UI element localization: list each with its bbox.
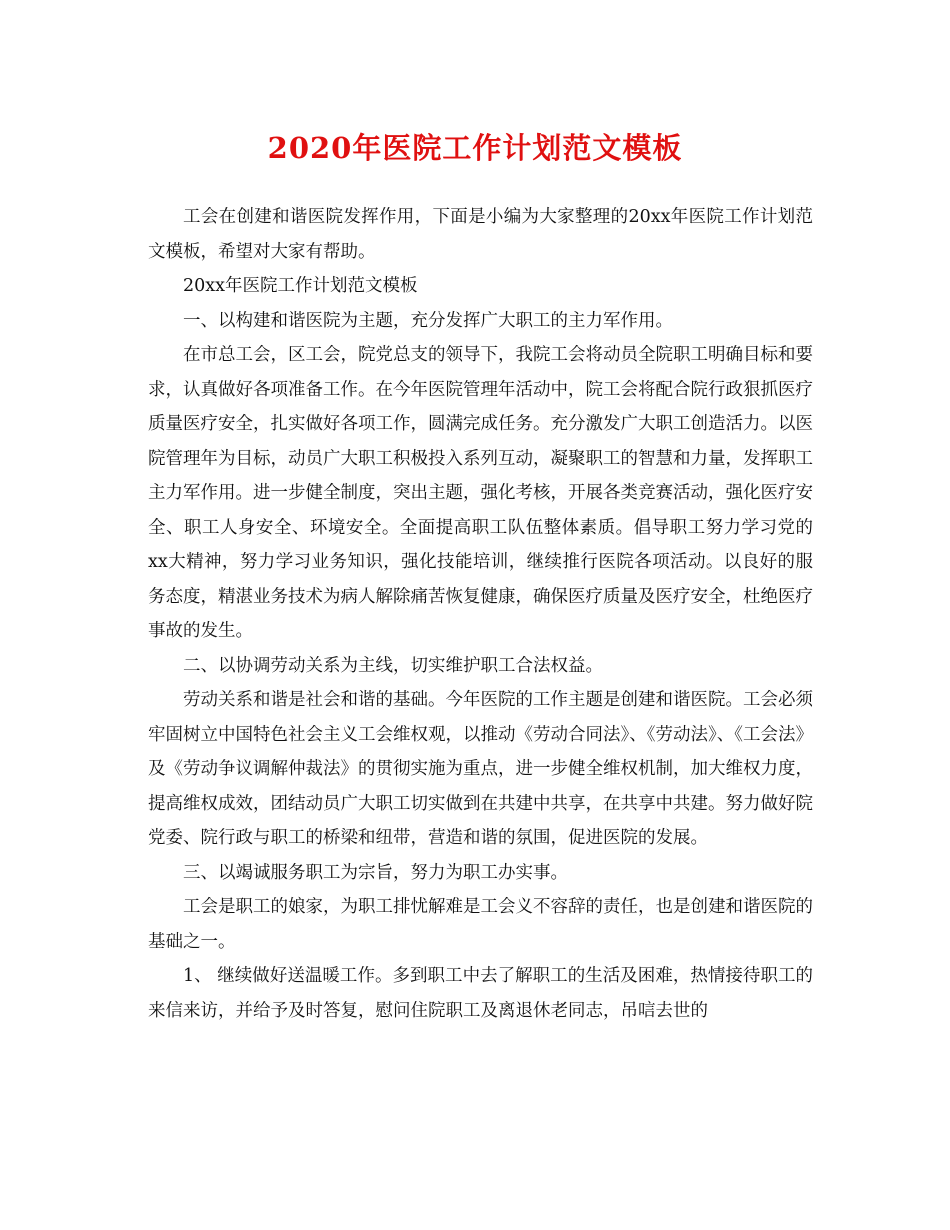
section-heading-1: 一、以构建和谐医院为主题，充分发挥广大职工的主力军作用。 (183, 310, 673, 331)
section-heading-3: 三、以竭诚服务职工为宗旨，努力为职工办实事。 (183, 862, 568, 883)
document-title: 2020年医院工作计划范文模板 (267, 131, 683, 165)
document-body (148, 200, 813, 1028)
subtitle-paragraph: 20xx年医院工作计划范文模板 (183, 276, 418, 296)
section-heading-2: 二、以协调劳动关系为主线，切实维护职工合法权益。 (183, 655, 603, 676)
list-item-1: 1、 继续做好送温暖工作。多到职工中去了解职工的生活及困难，热情接待职工的来信来访，并给予及时答复，慰问住院职工及离退休老同志，吊唁去世的 (148, 966, 813, 1021)
section-body-2: 劳动关系和谐是社会和谐的基础。今年医院的工作主题是创建和谐医院。工会必须牢固树立中国特色社会主义工会维权观，以推动《劳动合同法》、《劳动法》、《工会法》及《劳动争议调解仲裁法》的贯彻实施为重点，进一步健全维权机制，加大维权力度，提高维权成效，团结动员广大职工切实做到在共建中共享，在共享中共建。努力做好院党委、院行政与职工的桥梁和纽带，营造和谐的氛围，促进医院的发展。 (148, 690, 813, 848)
section-body-3: 工会是职工的娘家，为职工排忧解难是工会义不容辞的责任，也是创建和谐医院的基础之一。 (148, 897, 813, 952)
section-body-1: 在市总工会，区工会，院党总支的领导下，我院工会将动员全院职工明确目标和要求，认真做好各项准备工作。在今年医院管理年活动中，院工会将配合院行政狠抓医疗质量医疗安全，扎实做好各项工作，圆满完成任务。充分激发广大职工创造活力。以医院管理年为目标，动员广大职工积极投入系列互动，凝聚职工的智慧和力量，发挥职工主力军作用。进一步健全制度，突出主题，强化考核，开展各类竞赛活动，强化医疗安全、职工人身安全、环境安全。全面提高职工队伍整体素质。倡导职工努力学习党的xx大精神，努力学习业务知识，强化技能培训，继续推行医院各项活动。以良好的服务态度，精湛业务技术为病人解除痛苦恢复健康，确保医疗质量及医疗安全，杜绝医疗事故的发生。 (148, 345, 813, 641)
intro-paragraph: 工会在创建和谐医院发挥作用，下面是小编为大家整理的20xx年医院工作计划范文模板，希望对大家有帮助。 (148, 207, 813, 262)
